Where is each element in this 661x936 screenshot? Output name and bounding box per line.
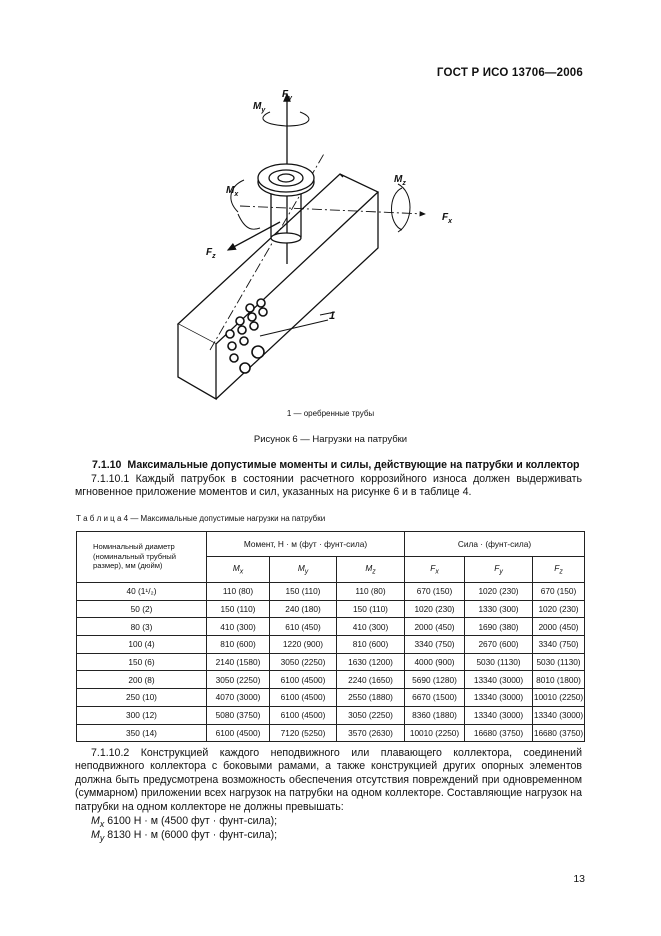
page-number: 13 [573,873,585,885]
callout-1: 1 [329,310,336,322]
header-moment: Момент, Н · м (фут · фунт-сила) [207,532,405,557]
svg-text:Mx: $M_x$ [226,185,239,198]
table-row: 80 (3) 410 (300) 610 (450) 410 (300) 2000 (450) 1690 (380) 2000 (450) [77,618,585,636]
figure-nozzle-loads [150,82,500,402]
subheader-my: $M_y$ [270,557,337,583]
subheader-fz: $F_z$ [533,557,585,583]
subheader-mx: $M_x$ [207,557,270,583]
paragraph-7-1-10-2: 7.1.10.2 Конструкцией каждого неподвижного или плавающего коллектора, соединений неподвижного коллектора с боковыми рамами, а также конструкцией других опорных элементов должна быть предусмотрена возможность обеспечения отсутствия повреждений при одновременном (суммарном) приложении всех нагрузок на патрубки на одном коллекторе. Составляющие нагрузок на патрубки на одном коллекторе не должны превышать: [75,747,582,813]
limit-mx: $M_x$ 6100 Н · м (4500 фут · фунт-сила); [91,815,278,830]
label-mz: M [394,174,403,185]
table-row: 350 (14) 6100 (4500) 7120 (5250) 3570 (2630) 10010 (2250) 16680 (3750) 16680 (3750) [77,724,585,742]
subheader-mz: $M_z$ [337,557,405,583]
header-box [178,174,378,344]
svg-text:Fx: $F_x$ [442,212,453,225]
subheader-fx: $F_x$ [405,557,465,583]
header-force: Сила · (фунт-сила) [405,532,585,557]
label-mx: M [226,185,235,196]
svg-text:Mz: $M_z$ [394,174,406,187]
header-nominal-diameter: Номинальный диаметр (номинальный трубный размер), мм (дюйм) [77,532,207,583]
table-row: 50 (2) 150 (110) 240 (180) 150 (110) 1020 (230) 1330 (300) 1020 (230) [77,600,585,618]
section-heading [92,459,580,471]
section-title: Максимальные допустимые моменты и силы, действующие на патрубки и коллектор [127,459,580,471]
table-row: 300 (12) 5080 (3750) 6100 (4500) 3050 (2250) 8360 (1880) 13340 (3000) 13340 (3000) [77,706,585,724]
svg-text:Fy: $F_y$ [282,89,293,102]
standard-header: ГОСТ Р ИСО 13706—2006 [436,67,583,79]
label-my: M [253,101,262,112]
svg-text:Fz: $F_z$ [206,247,216,260]
table-row: 150 (6) 2140 (1580) 3050 (2250) 1630 (1200) 4000 (900) 5030 (1130) 5030 (1130) [77,653,585,671]
table-row: 250 (10) 4070 (3000) 6100 (4500) 2550 (1880) 6670 (1500) 13340 (3000) 10010 (2250) [77,689,585,707]
paragraph-7-1-10-1: 7.1.10.1 Каждый патрубок в состоянии расчетного коррозийного износа должен выдерживать мгновенное приложение моментов и сил, указанных на рисунке 6 и в таблице 4. [75,473,582,499]
table-title: Т а б л и ц а 4 — Максимальные допустимые нагрузки на патрубки [76,514,326,523]
subheader-fy: $F_y$ [465,557,533,583]
svg-text:My: $M_y$ [253,101,266,114]
table-row: 40 (1¹/₂) 110 (80) 150 (110) 110 (80) 670 (150) 1020 (230) 670 (150) [77,583,585,601]
limit-my: $M_y$ 8130 Н · м (6000 фут · фунт-сила); [91,829,278,844]
figure-legend: 1 — оребренные трубы [286,409,375,418]
label-fz: F [206,247,213,258]
label-fy: F [282,89,289,100]
label-fx: F [442,212,449,223]
nozzle-loads-table [76,531,585,742]
figure-caption: Рисунок 6 — Нагрузки на патрубки [253,434,408,445]
table-row: 200 (8) 3050 (2250) 6100 (4500) 2240 (1650) 5690 (1280) 13340 (3000) 8010 (1800) [77,671,585,689]
table-body [77,583,585,742]
table-row: 100 (4) 810 (600) 1220 (900) 810 (600) 3340 (750) 2670 (600) 3340 (750) [77,636,585,654]
section-number: 7.1.10 [92,459,122,471]
